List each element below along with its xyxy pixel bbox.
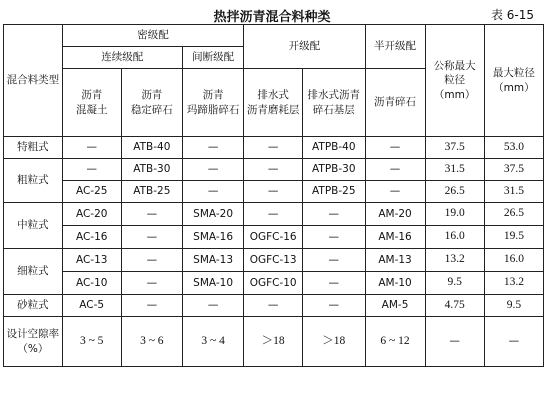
row-void-label: [4, 317, 63, 367]
header-mix-type: 混合料类型: [4, 25, 63, 137]
cell-atb: —: [121, 272, 182, 295]
cell-ac: AC-13: [62, 249, 121, 272]
header-col-atb: [121, 69, 182, 137]
header-dense: 密级配: [62, 25, 244, 47]
cell-max-size: 16.0: [484, 249, 543, 272]
cell-max-size: 26.5: [484, 203, 543, 226]
cell-ac: AC-20: [62, 203, 121, 226]
table-number: 表 6-15: [490, 8, 534, 22]
mix-type-table: [3, 24, 544, 367]
cell-max-size: 13.2: [484, 272, 543, 295]
cell-am: AM-16: [365, 226, 425, 249]
cell-ac: 3 ~ 5: [62, 317, 121, 367]
header-nominal-max: [425, 25, 484, 137]
cell-max-size: 37.5: [484, 159, 543, 181]
cell-ogfc: —: [244, 137, 303, 159]
header-col-sma: [182, 69, 243, 137]
cell-sma: —: [182, 295, 243, 317]
cell-nominal-max: —: [425, 317, 484, 367]
cell-ogfc: ＞18: [244, 317, 303, 367]
header-col-ogfc-line2: 沥青磨耗层: [246, 103, 300, 116]
cell-nominal-max: 16.0: [425, 226, 484, 249]
header-semi-open: 半开级配: [365, 25, 425, 69]
header-col-atpb-line2: 碎石基层: [312, 103, 355, 116]
header-max-size-line2: （mm）: [493, 81, 535, 94]
cell-nominal-max: 19.0: [425, 203, 484, 226]
row-type-label: 细粒式: [4, 249, 63, 295]
cell-max-size: 9.5: [484, 295, 543, 317]
cell-atpb: ATPB-40: [303, 137, 365, 159]
header-continuous: 连续级配: [62, 47, 182, 69]
cell-max-size: 19.5: [484, 226, 543, 249]
cell-ogfc: —: [244, 159, 303, 181]
header-col-ac: [62, 69, 121, 137]
cell-am: 6 ~ 12: [365, 317, 425, 367]
cell-atpb: —: [303, 249, 365, 272]
cell-ac: AC-5: [62, 295, 121, 317]
row-type-label: 特粗式: [4, 137, 63, 159]
cell-am: AM-10: [365, 272, 425, 295]
cell-ogfc: OGFC-16: [244, 226, 303, 249]
header-max-size-line1: 最大粒径: [492, 67, 535, 80]
cell-nominal-max: 4.75: [425, 295, 484, 317]
row-type-label: 砂粒式: [4, 295, 63, 317]
cell-am: —: [365, 159, 425, 181]
cell-sma: SMA-20: [182, 203, 243, 226]
header-col-ac-line1: 沥青: [81, 89, 103, 102]
header-nominal-max-line1: 公称最大: [433, 60, 476, 73]
cell-sma: SMA-10: [182, 272, 243, 295]
cell-atpb: —: [303, 295, 365, 317]
header-col-atb-line1: 沥青: [141, 89, 163, 102]
cell-am: AM-20: [365, 203, 425, 226]
cell-ogfc: —: [244, 181, 303, 203]
row-type-label: 中粒式: [4, 203, 63, 249]
header-nominal-max-line3: （mm）: [433, 88, 476, 101]
cell-atpb: —: [303, 203, 365, 226]
header-col-ogfc-line1: 排水式: [257, 89, 289, 102]
cell-atpb: —: [303, 272, 365, 295]
cell-am: AM-5: [365, 295, 425, 317]
header-col-ogfc: [244, 69, 303, 137]
cell-nominal-max: 13.2: [425, 249, 484, 272]
header-col-am: 沥青碎石: [365, 69, 425, 137]
cell-nominal-max: 26.5: [425, 181, 484, 203]
cell-max-size: 53.0: [484, 137, 543, 159]
cell-atpb: ＞18: [303, 317, 365, 367]
cell-max-size: —: [484, 317, 543, 367]
header-nominal-max-line2: 粒径: [444, 74, 466, 87]
cell-atb: ATB-40: [121, 137, 182, 159]
header-gap: 间断级配: [182, 47, 243, 69]
cell-atpb: ATPB-25: [303, 181, 365, 203]
row-void-label-line2: （%）: [17, 342, 49, 355]
cell-am: —: [365, 181, 425, 203]
header-open: 开级配: [244, 25, 365, 69]
cell-sma: —: [182, 181, 243, 203]
cell-nominal-max: 31.5: [425, 159, 484, 181]
table-title: 热拌沥青混合料种类: [213, 10, 331, 25]
cell-ogfc: OGFC-13: [244, 249, 303, 272]
row-void-label-line1: 设计空隙率: [6, 328, 60, 341]
header-col-atpb: [303, 69, 365, 137]
header-col-sma-line1: 沥青: [202, 89, 224, 102]
header-col-ac-line2: 混凝土: [75, 103, 108, 116]
cell-sma: 3 ~ 4: [182, 317, 243, 367]
cell-atpb: ATPB-30: [303, 159, 365, 181]
cell-atb: 3 ~ 6: [121, 317, 182, 367]
cell-am: AM-13: [365, 249, 425, 272]
cell-am: —: [365, 137, 425, 159]
cell-sma: SMA-13: [182, 249, 243, 272]
row-type-label: 粗粒式: [4, 159, 63, 203]
header-max-size: [484, 25, 543, 137]
header-col-atpb-line1: 排水式沥青: [307, 89, 361, 102]
header-col-sma-line2: 玛蹄脂碎石: [186, 103, 240, 116]
cell-sma: —: [182, 137, 243, 159]
cell-ac: AC-16: [62, 226, 121, 249]
cell-max-size: 31.5: [484, 181, 543, 203]
cell-atb: ATB-25: [121, 181, 182, 203]
cell-ac: —: [62, 137, 121, 159]
cell-nominal-max: 9.5: [425, 272, 484, 295]
cell-atb: —: [121, 203, 182, 226]
cell-nominal-max: 37.5: [425, 137, 484, 159]
cell-atb: —: [121, 249, 182, 272]
cell-ac: —: [62, 159, 121, 181]
cell-atb: ATB-30: [121, 159, 182, 181]
cell-ogfc: —: [244, 203, 303, 226]
cell-sma: SMA-16: [182, 226, 243, 249]
cell-atpb: —: [303, 226, 365, 249]
cell-ac: AC-25: [62, 181, 121, 203]
cell-sma: —: [182, 159, 243, 181]
cell-atb: —: [121, 295, 182, 317]
cell-atb: —: [121, 226, 182, 249]
cell-ogfc: OGFC-10: [244, 272, 303, 295]
cell-ac: AC-10: [62, 272, 121, 295]
cell-ogfc: —: [244, 295, 303, 317]
header-col-atb-line2: 稳定碎石: [130, 103, 173, 116]
